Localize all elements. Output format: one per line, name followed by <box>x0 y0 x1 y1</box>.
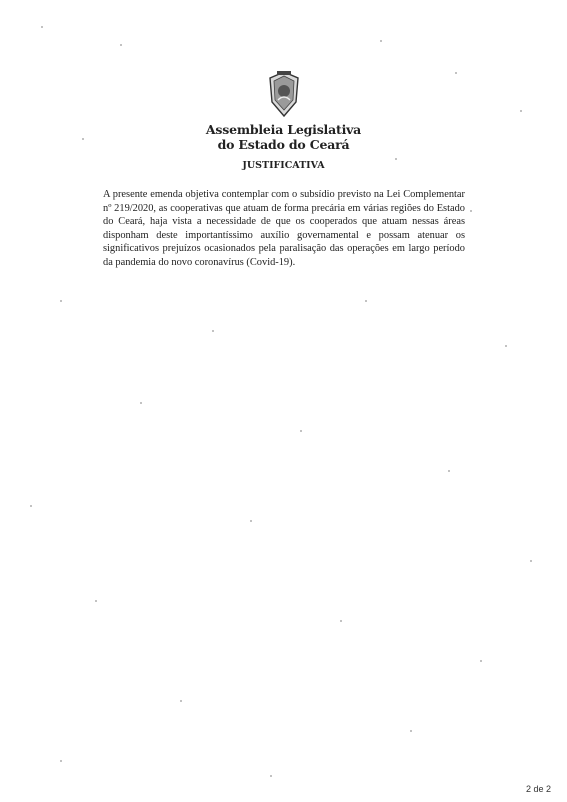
document-title: JUSTIFICATIVA <box>242 160 325 171</box>
institution-name-line1: Assembleia Legislativa <box>205 122 362 137</box>
institution-name-line2: do Estado do Ceará <box>217 137 350 152</box>
page-number: 2 de 2 <box>525 784 551 794</box>
coat-of-arms-icon <box>266 70 302 118</box>
justification-paragraph: A presente emenda objetiva contemplar com o subsídio previsto na Lei Complementar nº 219/2020, as cooperativas que atuam de forma precária em várias regiões do Estado do Ceará, haja vista a necessidade de que os cooperados que atuam nessas áreas disponham deste importantíssimo auxílio governamental e possam atenuar os significativos prejuízos ocasionados pela paralisação das operações em largo período da pandemia do novo coronavírus (Covid-19). <box>103 189 465 268</box>
